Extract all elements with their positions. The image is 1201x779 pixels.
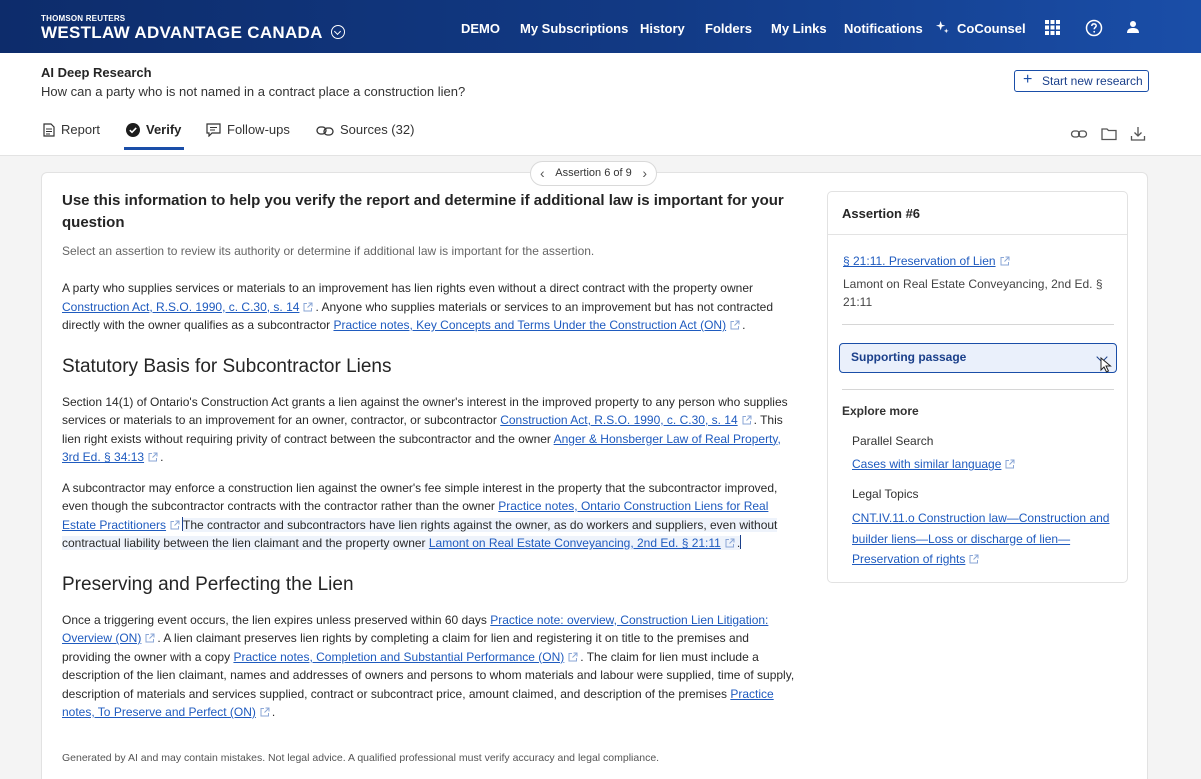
nav-notifications[interactable]: Notifications (844, 21, 923, 36)
external-link-icon (1005, 459, 1015, 469)
citation-link[interactable]: Construction Act, R.S.O. 1990, c. C.30, s. 14 (500, 413, 738, 427)
external-link-icon (725, 538, 735, 548)
external-link-icon (730, 320, 740, 330)
citation-link[interactable]: Practice notes, Ontario Construction Liens for Real Estate Practitioners (62, 499, 769, 532)
nav-history[interactable]: History (640, 21, 685, 36)
assertion-paragraph-4[interactable] (62, 611, 798, 722)
assertion-panel-title: Assertion #6 (842, 206, 921, 221)
assertion-text: . A lien claimant preserves lien rights by completing a claim for lien and registering it on title to the premises and providing the owner with a copy (62, 631, 749, 664)
sparkle-icon (935, 20, 950, 35)
citation-link[interactable]: Construction Act, R.S.O. 1990, c. C.30, s. 14 (62, 299, 300, 314)
brand-product: WESTLAW ADVANTAGE CANADA (41, 23, 323, 42)
external-link-icon (145, 633, 155, 643)
active-tab-indicator (124, 147, 184, 150)
assertion-text: Once a triggering event occurs, the lien expires unless preserved within 60 days (62, 612, 491, 627)
start-new-research-button[interactable]: + Start new research (1014, 70, 1149, 92)
divider (842, 389, 1114, 390)
top-navigation-bar (0, 0, 1201, 53)
assertion-text: . (271, 705, 276, 719)
assertion-text: . This lien right exists without requiring privity of contract between the subcontractor and the owner (62, 413, 783, 446)
assertion-text: . Anyone who supplies materials or services to an improvement but has not contracted directly with the owner qualifies as a subcontractor (62, 299, 774, 332)
section-heading-preserving: Preserving and Perfecting the Lien (62, 573, 354, 595)
authority-link-label[interactable]: § 21:11. Preservation of Lien (843, 254, 996, 268)
mouse-pointer-icon (1100, 357, 1112, 373)
apps-grid-icon[interactable] (1045, 20, 1060, 35)
assertion-pager (530, 161, 657, 186)
verify-intro-subtitle: Select an assertion to review its authority or determine if additional law is important for the assertion. (62, 244, 595, 258)
folder-icon[interactable] (1100, 125, 1118, 143)
external-link-icon (969, 554, 979, 564)
tab-follow-ups-label: Follow-ups (227, 122, 290, 137)
parallel-search-label: Parallel Search (852, 434, 934, 448)
verify-intro-title: Use this information to help you verify the report and determine if additional law is important for your question (62, 192, 784, 231)
authority-source: Lamont on Real Estate Conveyancing, 2nd Ed. § 21:11 (843, 277, 1103, 309)
supporting-passage-dropdown[interactable] (839, 343, 1117, 373)
tab-sources-label: Sources (32) (340, 122, 415, 137)
assertion-text: . (160, 450, 164, 464)
assertion-paragraph-1[interactable] (62, 279, 798, 335)
citation-link[interactable]: Lamont on Real Estate Conveyancing, 2nd Ed. § 21:11 (428, 536, 721, 550)
divider (828, 234, 1127, 235)
help-icon[interactable] (1085, 19, 1103, 37)
supporting-passage-label: Supporting passage (851, 350, 967, 364)
legal-topic-link-label[interactable]: CNT.IV.11.o Construction law—Construction and builder liens—Loss or discharge of lien—Preservation of rights (852, 511, 1110, 566)
external-link-icon (303, 302, 313, 312)
research-header (0, 53, 1201, 156)
tab-report[interactable] (43, 119, 100, 151)
assertion-text: . The claim for lien must include a description of the lien claimant, names and addresses of owners and persons to whom materials and labour were supplied, time of supply, description of materials and services supplied, contract or subcontract price, amount claimed, and description of the premises (62, 649, 795, 701)
divider (842, 324, 1114, 325)
external-link-icon (742, 415, 752, 425)
assertion-paragraph-2[interactable] (62, 393, 798, 467)
external-link-icon (260, 707, 270, 717)
assertion-text: A subcontractor may enforce a construction lien against the owner's fee simple interest in the property that the subcontractor improved, even though the subcontractor contracts with the contractor rather than the owner (62, 480, 778, 513)
previous-assertion-button[interactable]: ‹ (540, 165, 545, 181)
assertion-pager-label: Assertion 6 of 9 (555, 167, 632, 179)
link-chain-icon (316, 125, 334, 137)
external-link-icon (1000, 256, 1010, 266)
external-link-icon (148, 452, 158, 462)
assertion-paragraph-3[interactable] (62, 479, 798, 553)
document-icon (43, 123, 55, 137)
legal-topic-link[interactable] (852, 508, 1114, 570)
tab-sources[interactable] (316, 119, 414, 151)
tab-verify-label: Verify (146, 122, 182, 137)
assertion-text: The contractor and subcontractors have lien rights against the owner, as do workers and suppliers, even without contractual liability between the lien claimant and the property owner (62, 517, 778, 550)
tab-follow-ups[interactable] (206, 119, 290, 151)
external-link-icon (170, 520, 180, 530)
brand-logo[interactable] (41, 14, 345, 43)
product-switcher-icon[interactable] (331, 25, 345, 39)
citation-link[interactable]: Practice notes, Completion and Substantial Performance (ON) (233, 649, 565, 664)
explore-more-heading: Explore more (842, 404, 919, 418)
brand-company: THOMSON REUTERS (41, 14, 126, 23)
user-icon[interactable] (1126, 20, 1140, 34)
nav-my-subscriptions[interactable]: My Subscriptions (520, 21, 629, 36)
ai-disclaimer: Generated by AI and may contain mistakes. Not legal advice. A qualified professional must verify accuracy and legal compliance. (62, 752, 660, 764)
assertion-panel (827, 191, 1128, 583)
text-cursor (740, 535, 741, 549)
assertion-text: Section 14(1) of Ontario's Construction Act grants a lien against the owner's interest in the improved property to any person who supplies services or materials to an improvement for an owner, contractor, or subcontractor (62, 394, 788, 427)
citation-link[interactable]: Anger & Honsberger Law of Real Property, 3rd Ed. § 34:13 (62, 431, 781, 464)
nav-folders[interactable]: Folders (705, 21, 752, 36)
section-heading-statutory-basis: Statutory Basis for Subcontractor Liens (62, 355, 392, 377)
tab-report-label: Report (61, 122, 101, 137)
nav-my-links[interactable]: My Links (771, 21, 827, 36)
chat-icon (206, 123, 221, 137)
parallel-search-link[interactable] (852, 457, 1017, 471)
external-link-icon (568, 652, 578, 662)
verify-content (62, 190, 802, 722)
citation-link[interactable]: Practice notes, Key Concepts and Terms Under the Construction Act (ON) (333, 318, 727, 332)
parallel-search-link-label[interactable]: Cases with similar language (852, 457, 1002, 471)
copy-link-icon[interactable] (1070, 125, 1088, 143)
assertion-text: A party who supplies services or materials to an improvement has lien rights even without a direct contract with the property owner (62, 281, 753, 295)
next-assertion-button[interactable]: › (642, 165, 647, 181)
assertion-text: . (742, 318, 746, 332)
download-icon[interactable] (1129, 125, 1147, 143)
nav-cocounsel[interactable]: CoCounsel (957, 21, 1026, 36)
citation-link[interactable]: Practice notes, To Preserve and Perfect (ON) (62, 686, 774, 719)
authority-link[interactable] (843, 254, 1012, 268)
assertion-text: . (736, 536, 741, 550)
nav-demo[interactable]: DEMO (461, 21, 500, 36)
research-question: How can a party who is not named in a contract place a construction lien? (41, 84, 466, 99)
check-circle-icon (126, 123, 140, 137)
legal-topics-label: Legal Topics (852, 487, 919, 501)
research-label: AI Deep Research (41, 65, 152, 80)
citation-link[interactable]: Practice note: overview, Construction Lien Litigation: Overview (ON) (62, 612, 769, 645)
